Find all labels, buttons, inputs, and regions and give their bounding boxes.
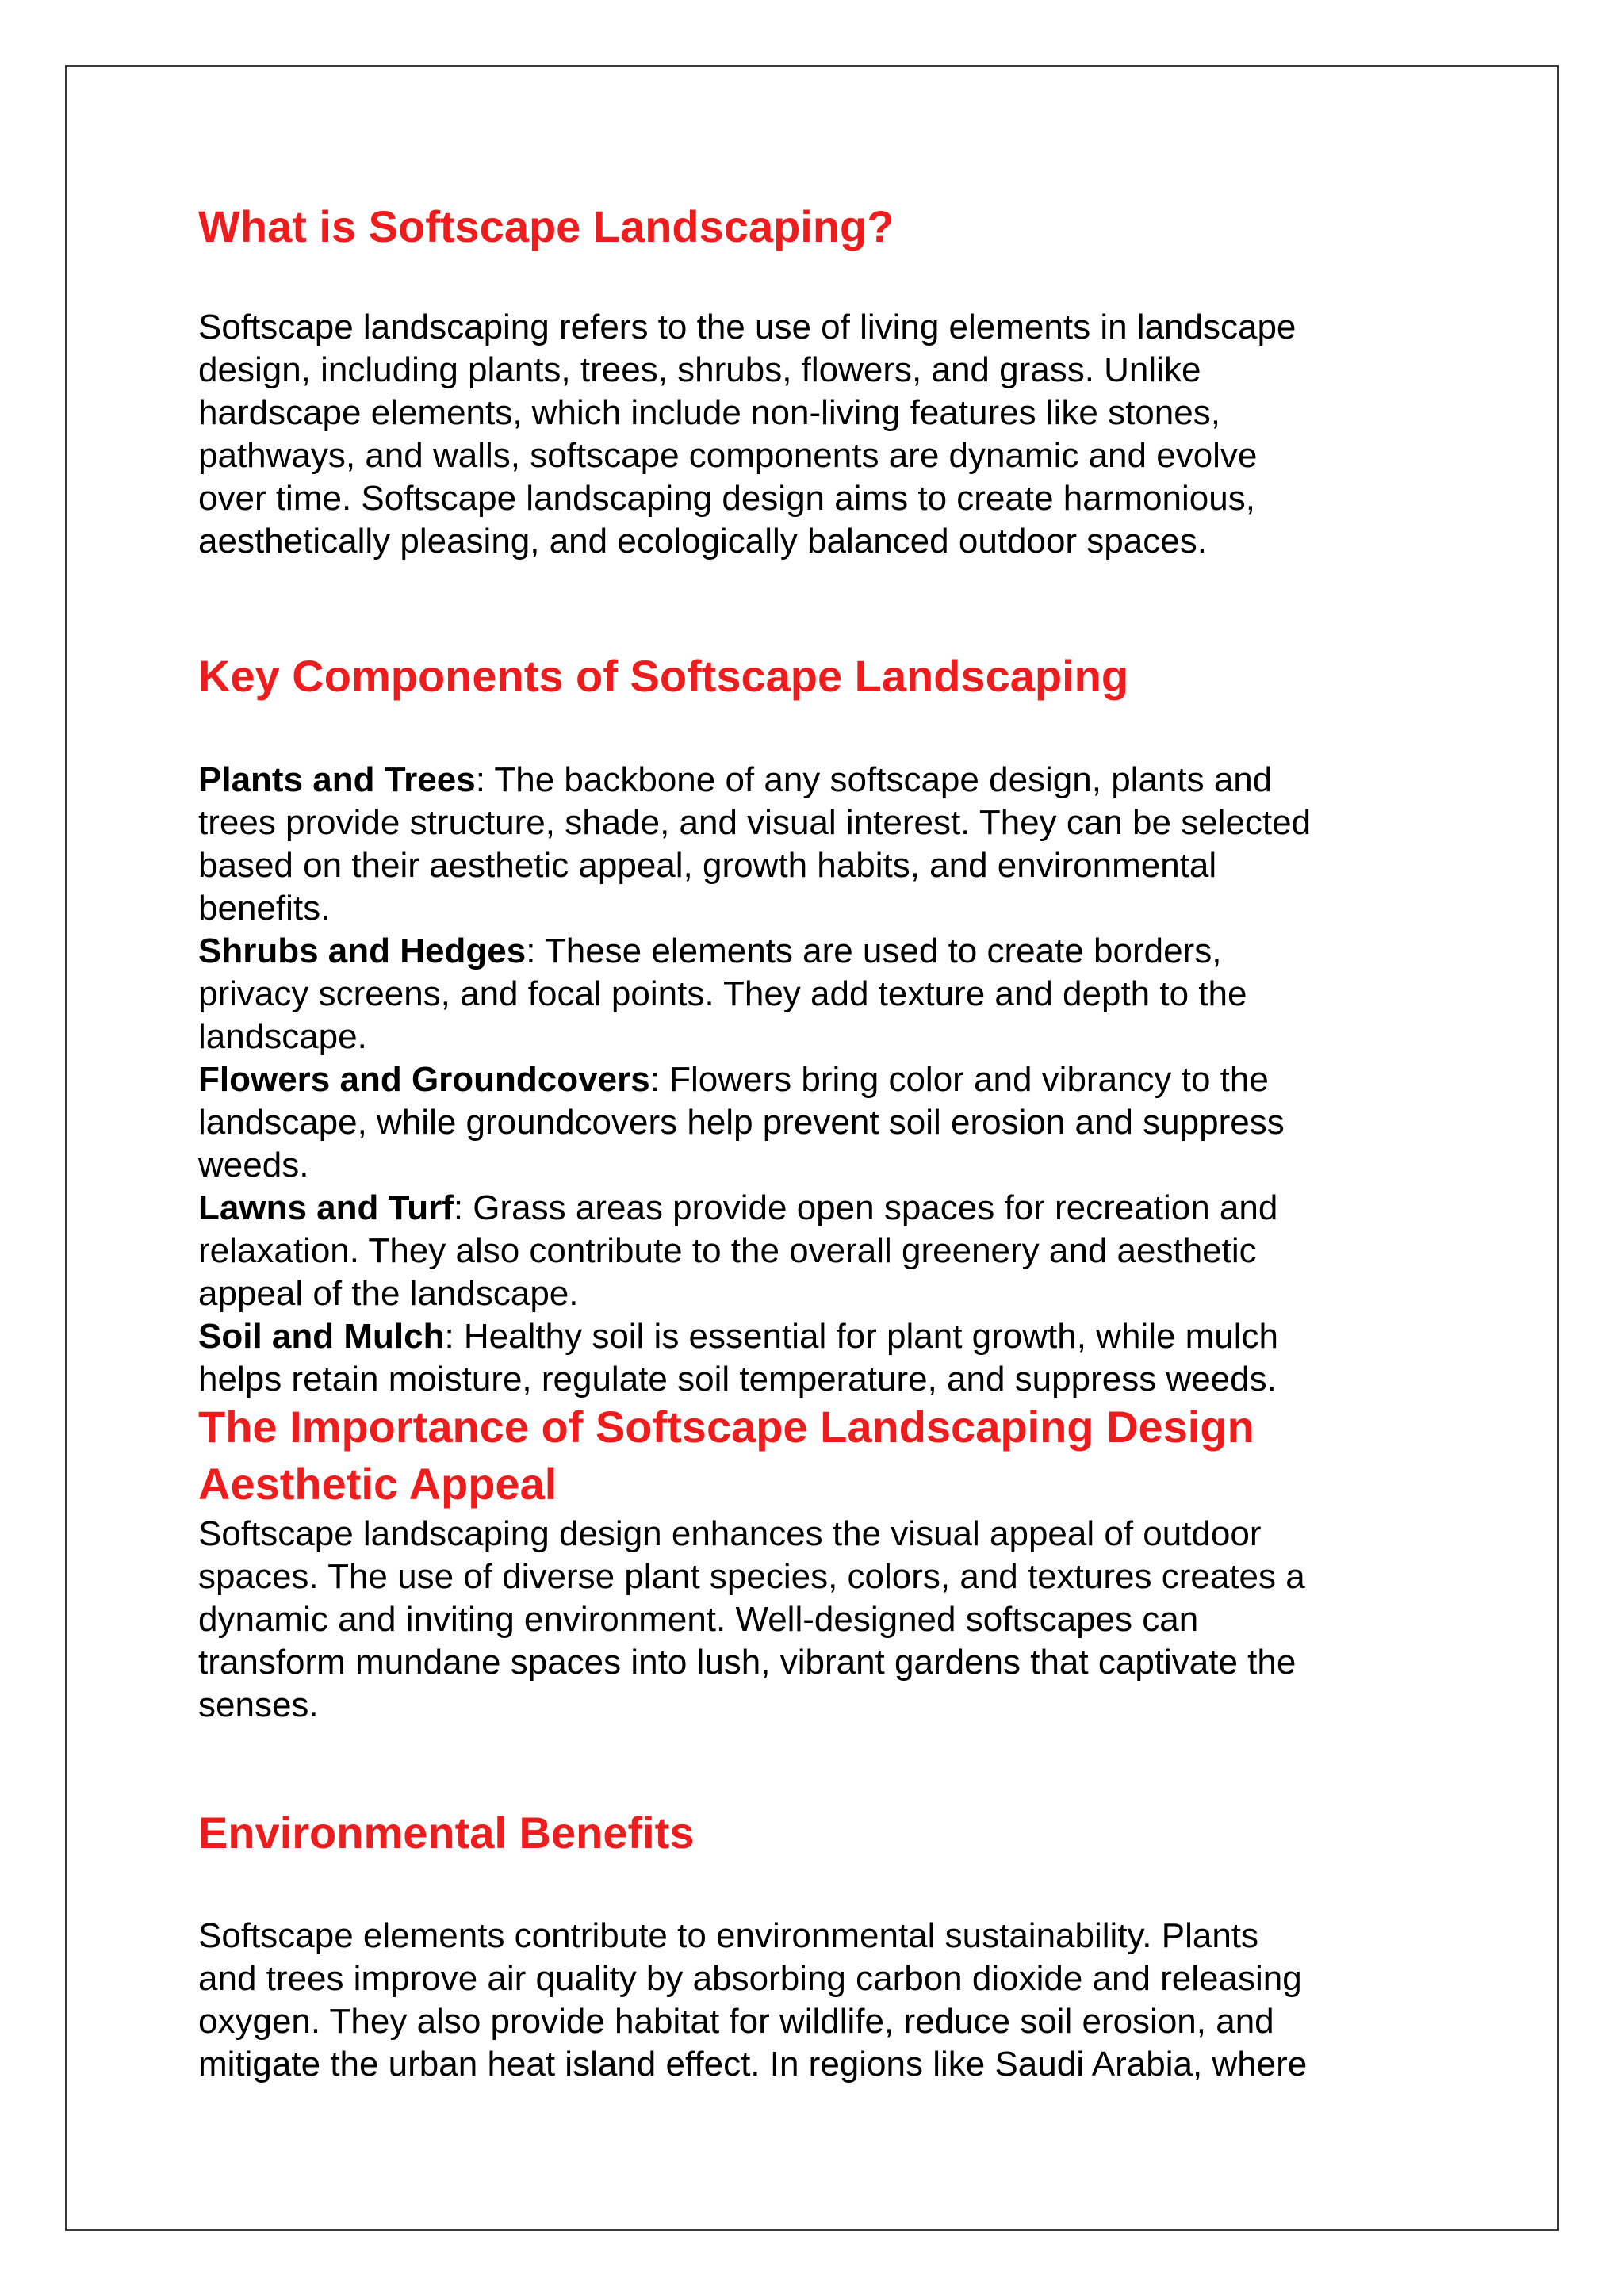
component-term: Soil and Mulch bbox=[198, 1317, 445, 1356]
environmental-line: mitigate the urban heat island effect. In regions like Saudi Arabia, where bbox=[198, 2045, 1308, 2084]
heading-importance: The Importance of Softscape Landscaping Design bbox=[198, 1402, 1254, 1452]
intro-paragraph bbox=[198, 306, 1296, 563]
aesthetic-line: dynamic and inviting environment. Well-designed softscapes can bbox=[198, 1600, 1199, 1639]
aesthetic-paragraph bbox=[198, 1513, 1305, 1727]
component-lawns-turf: Lawns and Turf: Grass areas provide open spaces for recreation and bbox=[198, 1188, 1278, 1227]
intro-line: over time. Softscape landscaping design aims to create harmonious, bbox=[198, 479, 1255, 518]
environmental-line: and trees improve air quality by absorbing carbon dioxide and releasing bbox=[198, 1959, 1302, 1998]
environmental-line: oxygen. They also provide habitat for wildlife, reduce soil erosion, and bbox=[198, 2002, 1274, 2041]
component-line: landscape, while groundcovers help prevent soil erosion and suppress bbox=[198, 1103, 1285, 1142]
intro-line: design, including plants, trees, shrubs, flowers, and grass. Unlike bbox=[198, 350, 1201, 389]
heading-what-is-softscape: What is Softscape Landscaping? bbox=[198, 201, 894, 251]
heading-aesthetic-appeal: Aesthetic Appeal bbox=[198, 1459, 557, 1509]
aesthetic-line: senses. bbox=[198, 1686, 319, 1724]
component-plants-trees: Plants and Trees: The backbone of any softscape design, plants and bbox=[198, 760, 1273, 799]
intro-line: hardscape elements, which include non-living features like stones, bbox=[198, 393, 1220, 432]
component-soil-mulch: Soil and Mulch: Healthy soil is essential for plant growth, while mulch bbox=[198, 1317, 1279, 1356]
component-line: appeal of the landscape. bbox=[198, 1274, 579, 1313]
environmental-line: Softscape elements contribute to environmental sustainability. Plants bbox=[198, 1916, 1259, 1955]
component-term: Plants and Trees bbox=[198, 760, 476, 799]
intro-line: aesthetically pleasing, and ecologically balanced outdoor spaces. bbox=[198, 522, 1207, 561]
component-line: based on their aesthetic appeal, growth habits, and environmental bbox=[198, 846, 1217, 885]
component-line: landscape. bbox=[198, 1017, 367, 1056]
environmental-paragraph bbox=[198, 1915, 1307, 2086]
component-line: weeds. bbox=[198, 1146, 309, 1184]
component-term: Shrubs and Hedges bbox=[198, 932, 527, 970]
component-line: trees provide structure, shade, and visual interest. They can be selected bbox=[198, 803, 1312, 842]
component-shrubs-hedges: Shrubs and Hedges: These elements are used to create borders, bbox=[198, 932, 1222, 970]
component-term: Flowers and Groundcovers bbox=[198, 1060, 650, 1099]
component-flowers-groundcovers: Flowers and Groundcovers: Flowers bring color and vibrancy to the bbox=[198, 1060, 1269, 1099]
component-line: privacy screens, and focal points. They add texture and depth to the bbox=[198, 974, 1247, 1013]
aesthetic-line: Softscape landscaping design enhances the visual appeal of outdoor bbox=[198, 1514, 1262, 1553]
components-list bbox=[198, 759, 1311, 1401]
component-line: helps retain moisture, regulate soil temperature, and suppress weeds. bbox=[198, 1360, 1277, 1399]
aesthetic-line: spaces. The use of diverse plant species, colors, and textures creates a bbox=[198, 1557, 1305, 1596]
intro-line: pathways, and walls, softscape components are dynamic and evolve bbox=[198, 436, 1258, 475]
heading-environmental-benefits: Environmental Benefits bbox=[198, 1808, 695, 1858]
heading-key-components: Key Components of Softscape Landscaping bbox=[198, 651, 1129, 701]
component-line: benefits. bbox=[198, 889, 331, 928]
component-line: relaxation. They also contribute to the overall greenery and aesthetic bbox=[198, 1231, 1257, 1270]
aesthetic-line: transform mundane spaces into lush, vibrant gardens that captivate the bbox=[198, 1643, 1297, 1682]
component-term: Lawns and Turf bbox=[198, 1188, 454, 1227]
intro-line: Softscape landscaping refers to the use of living elements in landscape bbox=[198, 308, 1297, 346]
